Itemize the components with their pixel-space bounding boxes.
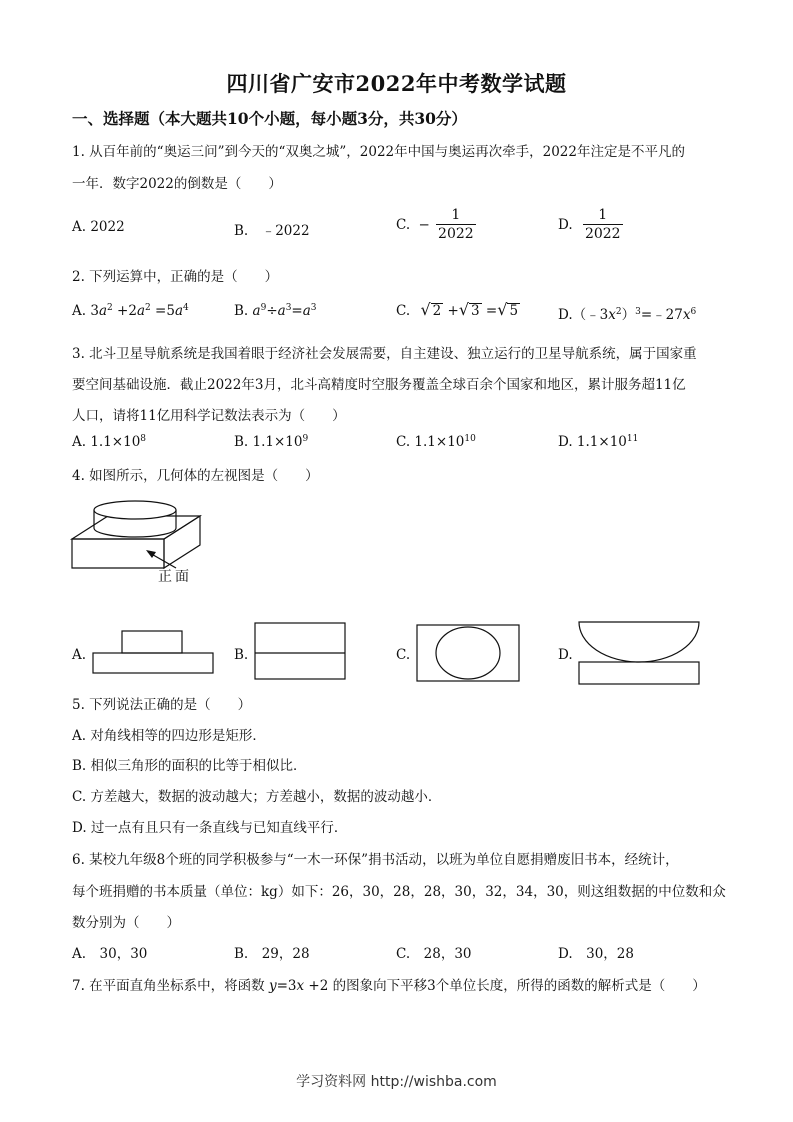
q1-option-d-label: D. xyxy=(558,217,573,233)
q5-option-c: C. 方差越大，数据的波动越大；方差越小，数据的波动越小． xyxy=(72,789,442,805)
q1-option-c-sign: − xyxy=(418,217,430,233)
q2-option-c-label: C. xyxy=(396,303,411,319)
q2-line1: 2. 下列运算中，正确的是（ ） xyxy=(72,269,279,285)
q3-option-a-exp: 8 xyxy=(140,434,147,444)
q3-line2: 要空间基础设施．截止2022年3月，北斗高精度时空服务覆盖全球百余个国家和地区，累计服务超11亿 xyxy=(72,377,686,393)
q2-sqrt-5: 5 xyxy=(509,303,519,319)
q3-option-d-exp: 11 xyxy=(626,434,639,444)
q7-text-mid: =3 xyxy=(276,978,297,994)
q7-line1 xyxy=(72,974,706,994)
q7-func-y: y xyxy=(268,978,277,994)
q3-line1: 3. 北斗卫星导航系统是我国着眼于经济社会发展需要，自主建设、独立运行的卫星导航系统，属于国家重 xyxy=(72,346,697,362)
q5-option-b: B. 相似三角形的面积的比等于相似比． xyxy=(72,758,307,774)
q1-option-c-denominator: 2022 xyxy=(438,226,474,242)
q4-option-c-label: C. xyxy=(396,647,411,663)
q4-option-d-figure xyxy=(578,620,700,686)
q1-option-d-fraction xyxy=(583,206,623,244)
q3-option-a-text: A. 1.1×10 xyxy=(72,434,141,450)
q7-text-pre: 7. 在平面直角坐标系中，将函数 xyxy=(72,978,269,994)
q4-line1: 4. 如图所示，几何体的左视图是（ ） xyxy=(72,468,319,484)
q1-option-d-numerator: 1 xyxy=(598,207,608,223)
q6-line1: 6. 某校九年级8个班的同学积极参与“一木一环保”捐书活动，以班为单位自愿捐赠废旧书本，经统计， xyxy=(72,852,679,868)
q2-option-d: $D.(﹣3x^2)^3=﹣27x^6$ xyxy=(558,307,697,323)
q1-line1: 1. 从百年前的“奥运三问”到今天的“双奥之城”，2022年中国与奥运再次牵手，2022年注定是不平凡的 xyxy=(72,144,685,160)
page-title: 四川省广安市2022年中考数学试题 xyxy=(226,71,567,96)
q4-option-a-label: A. xyxy=(72,647,87,663)
section-heading: 一、选择题（本大题共10个小题，每小题3分，共30分） xyxy=(72,109,467,128)
q2-sqrt-2: 2 xyxy=(432,303,442,319)
q3-option-b-exp: 9 xyxy=(302,434,309,444)
footer-watermark: 学习资料网 http://wishba.com xyxy=(296,1074,497,1090)
q3-option-a xyxy=(72,434,146,450)
front-view-label: 正面 xyxy=(158,569,192,585)
q1-option-c-label: C. xyxy=(396,217,411,233)
q6-option-a: A. 30，30 xyxy=(72,946,148,962)
q3-option-d-text: D. 1.1×10 xyxy=(558,434,627,450)
q3-option-b xyxy=(234,434,308,450)
q5-line1: 5. 下列说法正确的是（ ） xyxy=(72,697,252,713)
q5-option-a: A. 对角线相等的四边形是矩形． xyxy=(72,728,266,744)
q2-option-a-label: A. xyxy=(72,303,87,319)
q3-option-d xyxy=(558,434,638,450)
q2-option-b: B. $a^9\div a^3=a^3$ xyxy=(234,303,317,319)
cylinder-top xyxy=(94,501,176,519)
q1-option-d xyxy=(558,206,623,244)
q2-option-d-label: D. xyxy=(558,307,573,323)
q5-option-d: D. 过一点有且只有一条直线与已知直线平行． xyxy=(72,820,348,836)
slab-side-face xyxy=(164,516,200,568)
q3-option-b-text: B. 1.1×10 xyxy=(234,434,303,450)
q2-option-c: C. √ 2 +√ 3 =√ 5 xyxy=(396,300,519,319)
q2-option-b-label: B. xyxy=(234,303,249,319)
q7-text-post: +2 的图象向下平移3个单位长度，所得的函数的解析式是（ ） xyxy=(304,978,706,994)
q6-option-d: D. 30，28 xyxy=(558,946,634,962)
q4-option-b-figure xyxy=(254,622,346,680)
q1-option-a: A. 2022 xyxy=(72,219,125,235)
q7-var-x: x xyxy=(296,978,305,994)
q3-line3: 人口，请将11亿用科学记数法表示为（ ） xyxy=(72,408,346,424)
q6-line2: 每个班捐赠的书本质量（单位：kg）如下：26，30，28，28，30，32，34，30，则这组数据的中位数和众 xyxy=(72,884,726,900)
q1-option-d-denominator: 2022 xyxy=(584,226,621,242)
q3-option-c-exp: 10 xyxy=(464,434,476,444)
q1-option-c xyxy=(396,206,476,244)
q2-option-a: A. $3a^2 +2a^2 =5a^4$ xyxy=(72,303,189,319)
q3-option-c-text: C. 1.1×10 xyxy=(396,434,465,450)
q6-option-c: C. 28，30 xyxy=(396,946,472,962)
q4-option-a-figure xyxy=(92,630,214,674)
q6-line3: 数分别为（ ） xyxy=(72,915,180,931)
q1-option-c-numerator: 1 xyxy=(451,207,461,223)
front-arrow-head xyxy=(146,550,156,558)
q1-option-b: B. ﹣2022 xyxy=(234,223,310,239)
q4-option-c-figure xyxy=(416,624,520,682)
q3-option-c xyxy=(396,434,476,450)
q4-option-d-label: D. xyxy=(558,647,573,663)
q6-option-b: B. 29，28 xyxy=(234,946,310,962)
q2-sqrt-3: 3 xyxy=(471,303,480,319)
q4-option-b-label: B. xyxy=(234,647,249,663)
q1-line2: 一年．数字2022的倒数是（ ） xyxy=(72,176,282,192)
q1-option-c-fraction xyxy=(436,206,476,244)
